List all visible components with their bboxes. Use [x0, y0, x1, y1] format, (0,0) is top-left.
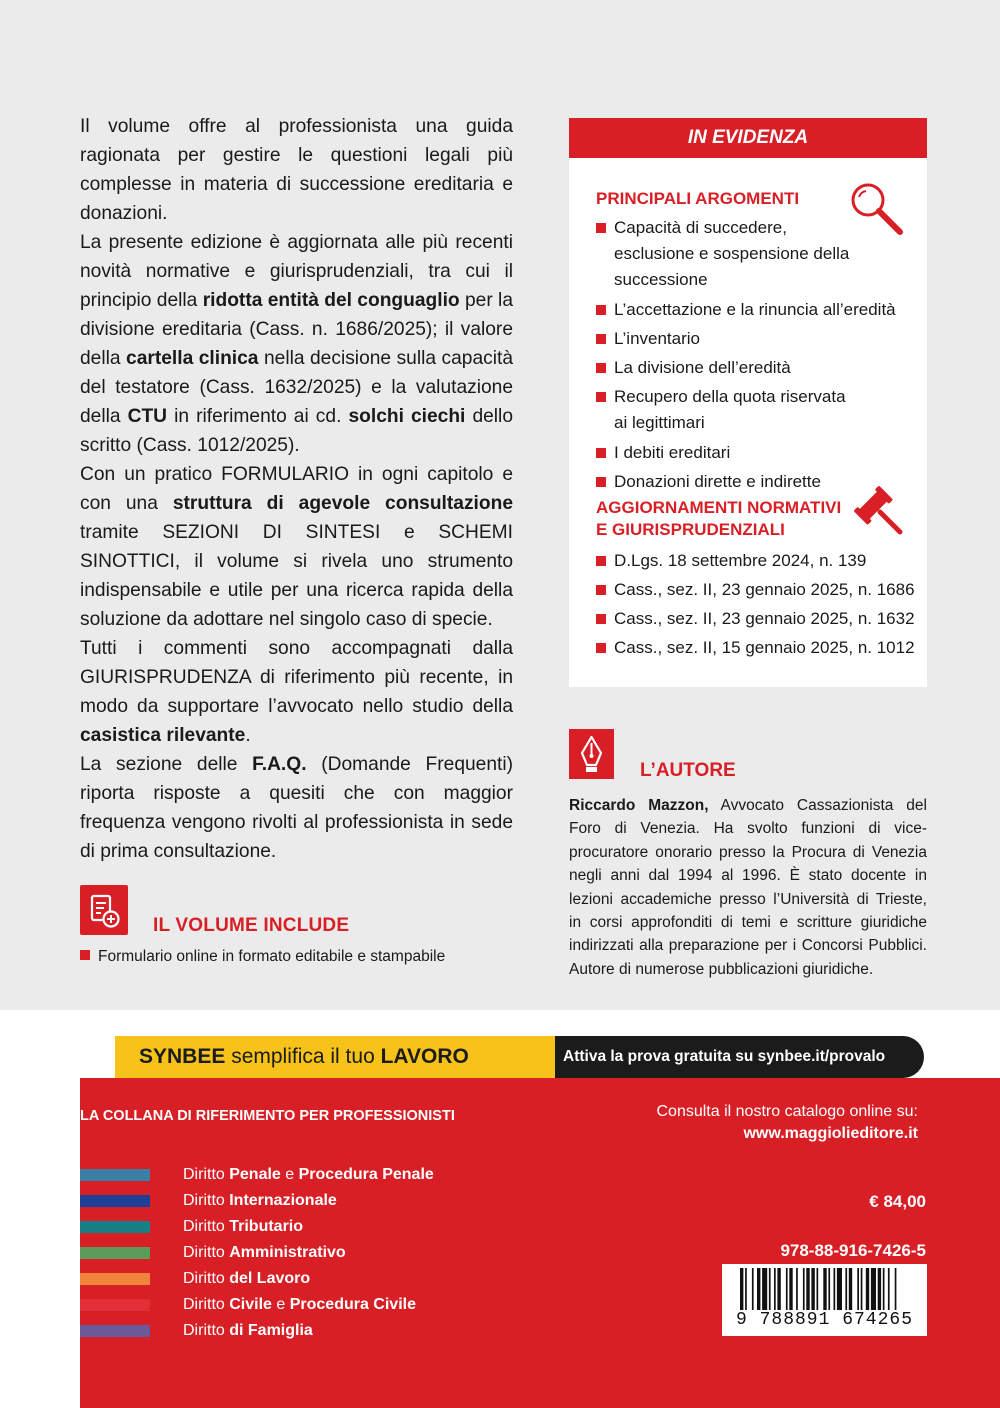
gavel-icon — [850, 486, 906, 542]
barcode-bar — [866, 1268, 869, 1310]
list-item: Capacità di succedere, esclusione e sospensione della successione — [596, 213, 866, 295]
barcode-bar — [883, 1268, 885, 1310]
author-title: L’AUTORE — [640, 760, 736, 781]
document-add-icon — [80, 885, 128, 935]
isbn: 978-88-916-7426-5 — [780, 1241, 926, 1260]
list-item: D.Lgs. 18 settembre 2024, n. 139 — [596, 546, 916, 575]
barcode-bar — [849, 1268, 852, 1310]
barcode-bar — [745, 1268, 747, 1310]
price: € 84,00 — [869, 1192, 926, 1211]
argomenti-title: PRINCIPALI ARGOMENTI — [596, 189, 800, 208]
barcode-digits: 9 788891 674265 — [722, 1310, 927, 1330]
barcode-bar — [786, 1268, 788, 1310]
series-color-bar — [80, 1325, 150, 1337]
fountain-pen-icon — [569, 729, 614, 779]
barcode-bar — [834, 1268, 836, 1310]
collana-title: LA COLLANA DI RIFERIMENTO PER PROFESSIONISTI — [80, 1108, 455, 1124]
series-label: Diritto di Famiglia — [183, 1322, 313, 1339]
series-item — [80, 1321, 440, 1341]
list-item: Cass., sez. II, 15 gennaio 2025, n. 1012 — [596, 633, 916, 662]
series-label: Diritto Tributario — [183, 1218, 304, 1235]
intro-paragraph: La sezione delle F.A.Q. (Domande Frequenti) riporta risposte a quesiti che con maggior frequenza vengono rivolti al professionista in sede di prima consultazione. — [80, 754, 513, 862]
catalog-link[interactable]: www.maggiolieditore.it — [743, 1125, 918, 1142]
series-item — [80, 1165, 440, 1185]
catalog-text: Consulta il nostro catalogo online su: — [656, 1103, 918, 1120]
barcode-bar — [857, 1268, 859, 1310]
series-color-bar — [80, 1273, 150, 1285]
series-label: Diritto del Lavoro — [183, 1270, 311, 1287]
synbee-slogan: SYNBEE semplifica il tuo LAVORO — [139, 1045, 469, 1068]
list-item: Donazioni dirette e indirette — [596, 467, 896, 496]
include-item: Formulario online in formato editabile e stampabile — [80, 948, 445, 966]
barcode-bar — [757, 1268, 760, 1310]
series-label: Diritto Penale e Procedura Penale — [183, 1166, 434, 1183]
barcode-bar — [811, 1268, 814, 1310]
barcode-bar — [888, 1268, 890, 1310]
barcode-bar — [762, 1268, 767, 1310]
bullet-square — [80, 950, 90, 960]
barcode-bar — [837, 1268, 842, 1310]
barcode-bar — [861, 1268, 863, 1310]
list-item: I debiti ereditari — [596, 438, 896, 467]
evidenza-header: IN EVIDENZA — [569, 118, 927, 158]
argomenti-list — [596, 213, 896, 496]
series-item — [80, 1243, 440, 1263]
aggiornamenti-list — [596, 546, 916, 662]
intro-paragraph: La presente edizione è aggiornata alle più recenti novità normative e giurisprudenziali, tra cui il principio della ridotta entità del conguaglio per la divisione ereditaria (Cass. n. 1686/2025); il valore della cartella clinica nella decisione sulla capacità del testatore (Cass. 1632/2025) e la valutazione della CTU in riferimento ai cd. solchi ciechi dello scritto (Cass. 1012/2025). — [80, 232, 514, 456]
aggiornamenti-title: AGGIORNAMENTI NORMATIVI E GIURISPRUDENZIALI — [596, 498, 842, 539]
barcode-bar — [803, 1268, 805, 1310]
barcode-bar — [796, 1268, 798, 1310]
author-bio: Riccardo Mazzon, Avvocato Cassazionista del Foro di Venezia. Ha svolto funzioni di vice-procuratore onorario presso la Procura di Venezia negli anni dal 1994 al 1996. È stato docente in lezioni accademiche presso l’Università di Trieste, in corsi approfonditi di temi e scritture giuridiche indirizzati alla preparazione per i Concorsi Pubblici. Autore di numerose pubblicazioni giuridiche. — [569, 797, 927, 978]
list-item: L’inventario — [596, 324, 896, 353]
barcode-bar — [777, 1268, 780, 1310]
barcode-bar — [878, 1268, 881, 1310]
barcode-bar — [845, 1268, 847, 1310]
series-item — [80, 1191, 440, 1211]
synbee-cta-text[interactable]: Attiva la prova gratuita su synbee.it/provalo — [563, 1048, 886, 1065]
series-item — [80, 1269, 440, 1289]
barcode-bar — [769, 1268, 771, 1310]
list-item: L’accettazione e la rinuncia all’eredità — [596, 295, 896, 324]
barcode-bar — [740, 1268, 743, 1310]
series-color-bar — [80, 1221, 150, 1233]
series-label: Diritto Internazionale — [183, 1192, 337, 1209]
series-color-bar — [80, 1195, 150, 1207]
barcode-bar — [806, 1268, 809, 1310]
barcode-bar — [817, 1268, 819, 1310]
intro-paragraph: Con un pratico FORMULARIO in ogni capitolo e con una struttura di agevole consultazione tramite SEZIONI DI SINTESI e SCHEMI SINOTTICI, il volume si rivela uno strumento indispensabile e utile per una ricerca rapida della soluzione da adottare nel singolo caso di specie. — [80, 464, 513, 630]
intro-paragraph: Il volume offre al professionista una guida ragionata per gestire le questioni legali più complesse in materia di successione ereditaria e donazioni. — [80, 116, 513, 224]
list-item: La divisione dell’eredità — [596, 353, 896, 382]
intro-paragraph: Tutti i commenti sono accompagnati dalla GIURISPRUDENZA di riferimento più recente, in modo da supportare l’avvocato nello studio della casistica rilevante. — [80, 638, 513, 746]
series-color-bar — [80, 1247, 150, 1259]
barcode-bar — [828, 1268, 830, 1310]
series-item — [80, 1295, 440, 1315]
include-title: IL VOLUME INCLUDE — [153, 915, 350, 936]
list-item: Cass., sez. II, 23 gennaio 2025, n. 1632 — [596, 604, 916, 633]
barcode-bar — [895, 1268, 897, 1310]
barcode-bar — [752, 1268, 754, 1310]
barcode-bar — [823, 1268, 826, 1310]
catalog-note — [600, 1101, 918, 1145]
series-label: Diritto Civile e Procedura Civile — [183, 1296, 416, 1313]
barcode-bar — [774, 1268, 776, 1310]
series-color-bar — [80, 1299, 150, 1311]
series-color-bar — [80, 1169, 150, 1181]
barcode-bar — [871, 1268, 876, 1310]
list-item: Recupero della quota riservata ai legittimari — [596, 382, 846, 438]
series-label: Diritto Amministrativo — [183, 1244, 346, 1261]
list-item: Cass., sez. II, 23 gennaio 2025, n. 1686 — [596, 575, 916, 604]
intro-text — [80, 112, 513, 866]
barcode-bar — [789, 1268, 792, 1310]
series-item — [80, 1217, 440, 1237]
